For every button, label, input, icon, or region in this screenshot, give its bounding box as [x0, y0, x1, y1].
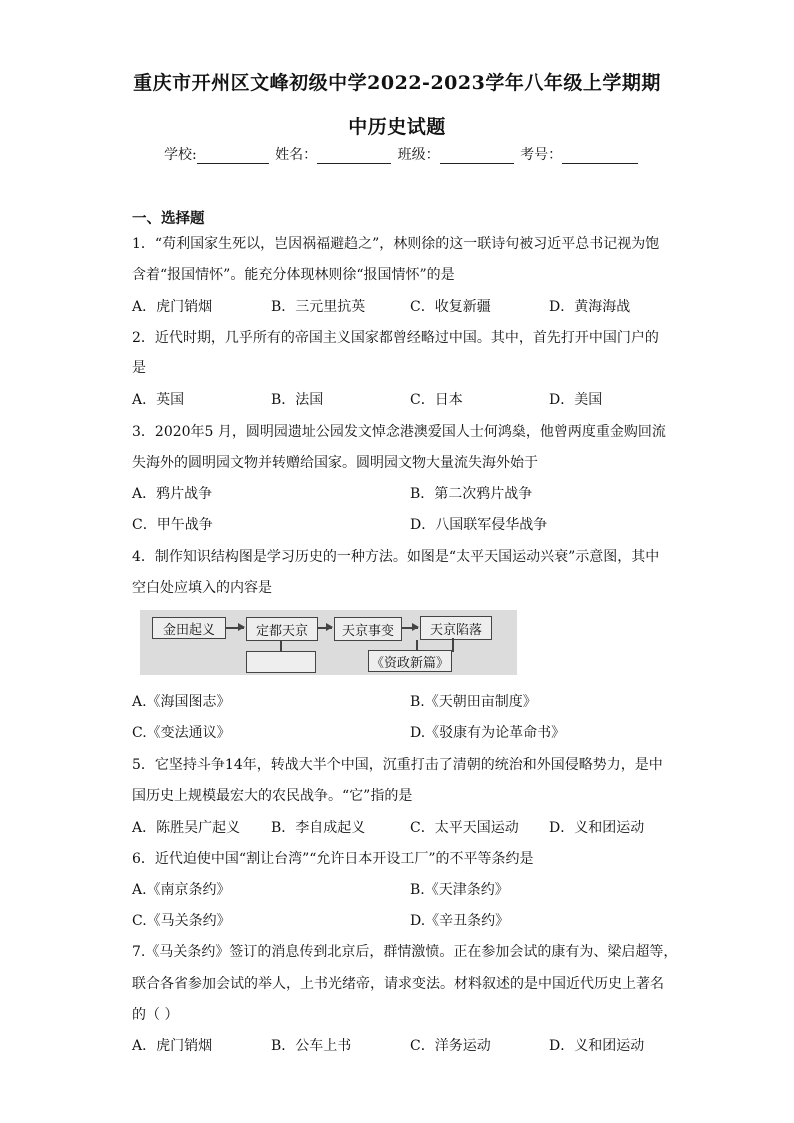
diagram-arrow-3 [402, 627, 418, 629]
q5-option-d[interactable]: D．义和团运动 [549, 820, 645, 836]
q2-stem-line2: 是 [132, 360, 146, 376]
student-info-row [164, 144, 640, 164]
class-blank[interactable] [440, 149, 514, 164]
q7-option-a[interactable]: A．虎门销烟 [132, 1038, 213, 1054]
diagram-box-jintian: 金田起义 [152, 617, 226, 639]
number-blank[interactable] [562, 149, 638, 164]
q6-option-b[interactable]: B.《天津条约》 [410, 882, 509, 898]
diagram-arrow-1 [226, 627, 244, 629]
q5-option-a[interactable]: A．陈胜吴广起义 [132, 820, 241, 836]
q7-stem-line3: 的（ ） [132, 1007, 179, 1023]
q4-option-a[interactable]: A.《海国图志》 [132, 694, 231, 710]
q7-stem-line2: 联合各省参加会试的举人，上书光绪帝，请求变法。材料叙述的是中国近代历史上著名 [132, 976, 664, 992]
q3-option-a[interactable]: A．鸦片战争 [132, 486, 213, 502]
q3-option-d[interactable]: D．八国联军侵华战争 [410, 517, 548, 533]
school-blank[interactable] [197, 149, 269, 164]
q4-option-b[interactable]: B.《天朝田亩制度》 [410, 694, 537, 710]
q7-option-b[interactable]: B．公车上书 [271, 1038, 352, 1054]
name-label: 姓名： [275, 147, 318, 163]
diagram-connector-up [452, 638, 454, 650]
diagram-arrow-2 [318, 627, 332, 629]
name-blank[interactable] [317, 149, 391, 164]
q7-option-c[interactable]: C．洋务运动 [410, 1038, 491, 1054]
diagram-connector-left [280, 640, 282, 651]
q1-option-a[interactable]: A．虎门销烟 [132, 299, 213, 315]
diagram-box-tianjing: 定都天京 [246, 617, 318, 641]
q5-stem-line1: 5．它坚持斗争14年，转战大半个中国，沉重打击了清朝的统治和外国侵略势力，是中 [132, 757, 663, 773]
q1-stem-line2: 含着“报国情怀”。能充分体现林则徐“报国情怀”的是 [132, 267, 455, 283]
q6-option-a[interactable]: A.《南京条约》 [132, 882, 231, 898]
taiping-structure-diagram [140, 610, 517, 675]
q2-option-b[interactable]: B．法国 [271, 392, 324, 408]
exam-title-line2: 中历史试题 [348, 116, 446, 138]
q2-option-d[interactable]: D．美国 [549, 392, 603, 408]
q3-option-b[interactable]: B．第二次鸦片战争 [410, 486, 533, 502]
q2-stem-line1: 2．近代时期，几乎所有的帝国主义国家都曾经略过中国。其中，首先打开中国门户的 [132, 330, 659, 346]
q1-option-d[interactable]: D．黄海海战 [549, 299, 631, 315]
school-label: 学校: [164, 147, 197, 163]
q4-option-d[interactable]: D.《驳康有为论革命书》 [410, 725, 566, 741]
number-label: 考号： [520, 147, 563, 163]
q7-option-d[interactable]: D．义和团运动 [549, 1038, 645, 1054]
q3-option-c[interactable]: C．甲午战争 [132, 517, 213, 533]
exam-title-line1: 重庆市开州区文峰初级中学2022-2023学年八年级上学期期 [133, 72, 661, 94]
q2-option-c[interactable]: C．日本 [410, 392, 463, 408]
q1-stem-line1: 1．“苟利国家生死以，岂因祸福避趋之”，林则徐的这一联诗句被习近平总书记视为饱 [132, 236, 660, 252]
class-label: 班级： [397, 147, 440, 163]
diagram-box-tianjing-incident: 天京事变 [334, 617, 402, 641]
q4-stem-line1: 4．制作知识结构图是学习历史的一种方法。如图是“太平天国运动兴衰”示意图，其中 [132, 549, 660, 565]
q3-stem-line2: 失海外的圆明园文物并转赠给国家。圆明园文物大量流失海外始于 [132, 455, 538, 471]
q3-stem-line1: 3．2020年5 月，圆明园遗址公园发文悼念港澳爱国人士何鸿燊，他曾两度重金购回流 [132, 424, 666, 440]
diagram-box-fall: 天京陷落 [420, 616, 492, 640]
diagram-connector-right [416, 640, 418, 650]
diagram-box-zizheng: 《资政新篇》 [368, 650, 452, 672]
q7-stem-line1: 7.《马关条约》签订的消息传到北京后，群情激愤。正在参加会试的康有为、梁启超等， [132, 944, 678, 960]
q1-option-b[interactable]: B．三元里抗英 [271, 299, 366, 315]
section-heading: 一、选择题 [132, 210, 205, 227]
q6-option-c[interactable]: C.《马关条约》 [132, 913, 231, 929]
q5-option-b[interactable]: B．李自成起义 [271, 820, 366, 836]
q5-option-c[interactable]: C．太平天国运动 [410, 820, 519, 836]
q4-option-c[interactable]: C.《变法通议》 [132, 725, 231, 741]
q2-option-a[interactable]: A．英国 [132, 392, 185, 408]
q1-option-c[interactable]: C．收复新疆 [410, 299, 491, 315]
diagram-blank-box [246, 651, 316, 673]
q6-stem-line1: 6．近代迫使中国“割让台湾”“允许日本开设工厂”的不平等条约是 [132, 851, 534, 867]
q6-option-d[interactable]: D.《辛丑条约》 [410, 913, 510, 929]
q4-stem-line2: 空白处应填入的内容是 [132, 580, 272, 596]
q5-stem-line2: 国历史上规模最宏大的农民战争。“它”指的是 [132, 788, 413, 804]
